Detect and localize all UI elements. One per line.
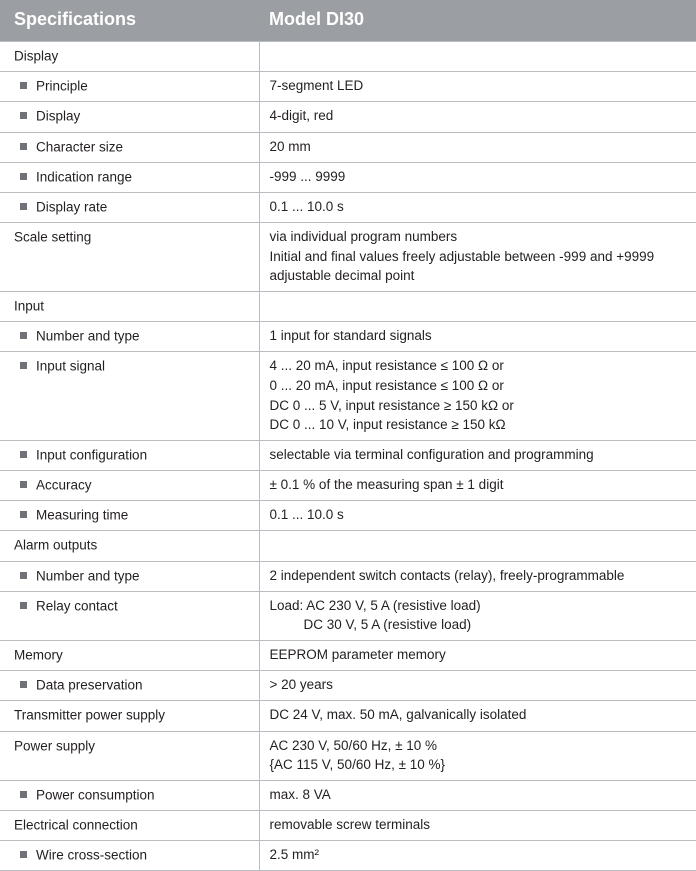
spec-label: Input signal (36, 359, 106, 375)
spec-label-cell (0, 292, 259, 322)
spec-value-line: > 20 years (269, 677, 333, 693)
spec-value-cell (259, 102, 696, 132)
spec-label: Alarm outputs (14, 538, 98, 553)
spec-label: Power consumption (36, 787, 155, 803)
spec-value-cell (259, 322, 696, 352)
spec-value-cell (259, 701, 696, 731)
spec-value-line: -999 ... 9999 (269, 168, 346, 184)
spec-label-cell (0, 132, 259, 162)
spec-value-cell (259, 531, 696, 561)
square-bullet-icon (20, 112, 27, 119)
spec-value-line: 0 ... 20 mA, input resistance ≤ 100 Ω or (269, 378, 504, 393)
spec-label-cell (0, 810, 259, 840)
spec-label: Display (14, 48, 59, 64)
table-row (0, 440, 696, 470)
table-row (0, 352, 696, 440)
table-row (0, 731, 696, 780)
square-bullet-icon (20, 481, 27, 488)
spec-value-line: DC 0 ... 10 V, input resistance ≥ 150 kΩ (269, 417, 506, 433)
spec-label-cell (0, 531, 259, 561)
spec-value-cell (259, 193, 696, 223)
spec-value-cell (259, 561, 696, 591)
square-bullet-icon (20, 203, 27, 210)
table-row (0, 640, 696, 670)
table-row (0, 193, 696, 223)
spec-label-cell (0, 352, 259, 440)
spec-value-line: via individual program numbers (269, 229, 458, 245)
spec-label: Electrical connection (14, 817, 138, 833)
spec-label-cell (0, 193, 259, 223)
spec-value-line: selectable via terminal configuration and programming (269, 446, 594, 462)
spec-label-cell (0, 561, 259, 591)
spec-label: Power supply (14, 738, 96, 754)
spec-value-line: 2 independent switch contacts (relay), freely-programmable (269, 567, 625, 583)
square-bullet-icon (20, 791, 27, 798)
spec-label-cell (0, 701, 259, 731)
spec-value-line: {AC 115 V, 50/60 Hz, ± 10 %} (269, 757, 446, 773)
square-bullet-icon (20, 602, 27, 609)
spec-label-cell (0, 72, 259, 102)
square-bullet-icon (20, 82, 27, 89)
spec-value-line: 4 ... 20 mA, input resistance ≤ 100 Ω or (269, 358, 504, 374)
table-row (0, 591, 696, 640)
table-body (0, 42, 696, 871)
spec-value-cell (259, 72, 696, 102)
spec-label-cell (0, 42, 259, 72)
spec-value-line: DC 0 ... 5 V, input resistance ≥ 150 kΩ or (269, 397, 514, 413)
table-row (0, 42, 696, 72)
spec-value-cell (259, 501, 696, 531)
spec-value-line: 7-segment LED (269, 78, 364, 94)
spec-label: Character size (36, 139, 124, 155)
spec-value-cell (259, 162, 696, 192)
spec-label: Scale setting (14, 229, 92, 245)
spec-value-cell (259, 470, 696, 500)
table-row (0, 841, 696, 871)
spec-value-cell (259, 591, 696, 640)
square-bullet-icon (20, 362, 27, 369)
spec-value-line: AC 230 V, 50/60 Hz, ± 10 % (269, 737, 438, 753)
spec-value-cell (259, 132, 696, 162)
spec-label-cell (0, 223, 259, 292)
spec-value-cell (259, 810, 696, 840)
spec-label: Display (36, 109, 81, 125)
spec-label: Transmitter power supply (14, 708, 166, 723)
spec-label: Number and type (36, 568, 140, 584)
table-header-row (0, 0, 696, 42)
square-bullet-icon (20, 511, 27, 518)
table-row (0, 162, 696, 192)
spec-label: Principle (36, 78, 88, 94)
spec-label: Data preservation (36, 677, 143, 693)
spec-label: Input configuration (36, 447, 148, 463)
square-bullet-icon (20, 173, 27, 180)
spec-value-line: 0.1 ... 10.0 s (269, 199, 344, 215)
spec-label-cell (0, 731, 259, 780)
spec-value-line: removable screw terminals (269, 816, 431, 832)
spec-label: Display rate (36, 199, 108, 215)
spec-value-cell (259, 780, 696, 810)
table-row (0, 72, 696, 102)
table-row (0, 132, 696, 162)
spec-value-cell (259, 292, 696, 322)
spec-label-cell (0, 640, 259, 670)
spec-value-cell (259, 640, 696, 670)
table-row (0, 810, 696, 840)
spec-label-cell (0, 162, 259, 192)
spec-value-line: ± 0.1 % of the measuring span ± 1 digit (269, 476, 504, 492)
table-row (0, 501, 696, 531)
spec-label-cell (0, 671, 259, 701)
spec-label: Memory (14, 647, 63, 663)
square-bullet-icon (20, 143, 27, 150)
spec-value-cell (259, 352, 696, 440)
table-row (0, 223, 696, 292)
spec-label: Measuring time (36, 507, 129, 523)
table-row (0, 561, 696, 591)
header-model: Model DI30 (259, 0, 696, 42)
spec-value-cell (259, 42, 696, 72)
spec-value-line: max. 8 VA (269, 786, 331, 802)
header-specifications: Specifications (0, 0, 259, 42)
spec-value-line: 0.1 ... 10.0 s (269, 507, 344, 523)
square-bullet-icon (20, 332, 27, 339)
spec-value-line: DC 30 V, 5 A (resistive load) (303, 617, 472, 633)
table-row (0, 671, 696, 701)
spec-label-cell (0, 322, 259, 352)
spec-label-cell (0, 102, 259, 132)
spec-label-cell (0, 780, 259, 810)
spec-label: Wire cross-section (36, 847, 148, 863)
square-bullet-icon (20, 681, 27, 688)
table-row (0, 102, 696, 132)
square-bullet-icon (20, 851, 27, 858)
spec-value-cell (259, 440, 696, 470)
spec-label: Indication range (36, 169, 133, 185)
table-row (0, 701, 696, 731)
spec-value-line: 4-digit, red (269, 108, 334, 124)
spec-value-line: 20 mm (269, 138, 311, 154)
spec-value-line: EEPROM parameter memory (269, 646, 446, 662)
spec-label-cell (0, 591, 259, 640)
spec-label: Input (14, 298, 45, 314)
spec-value-cell (259, 841, 696, 871)
spec-label-cell (0, 501, 259, 531)
spec-label: Accuracy (36, 477, 92, 493)
spec-value-cell (259, 223, 696, 292)
square-bullet-icon (20, 451, 27, 458)
spec-value-line: Load: AC 230 V, 5 A (resistive load) (269, 597, 481, 613)
spec-value-line: 2.5 mm² (269, 847, 320, 863)
spec-value-line: 1 input for standard signals (269, 328, 432, 344)
spec-label-cell (0, 440, 259, 470)
spec-value-line: DC 24 V, max. 50 mA, galvanically isolated (269, 707, 527, 723)
spec-label: Relay contact (36, 598, 118, 614)
spec-value-cell (259, 731, 696, 780)
spec-label: Number and type (36, 328, 140, 344)
table-row (0, 780, 696, 810)
table-row (0, 531, 696, 561)
spec-value-line: Initial and final values freely adjustable between -999 and +9999 (269, 248, 655, 264)
table-row (0, 470, 696, 500)
table-row (0, 292, 696, 322)
spec-label-cell (0, 841, 259, 871)
spec-value-line: adjustable decimal point (269, 268, 415, 284)
table-row (0, 322, 696, 352)
spec-value-cell (259, 671, 696, 701)
spec-label-cell (0, 470, 259, 500)
square-bullet-icon (20, 572, 27, 579)
